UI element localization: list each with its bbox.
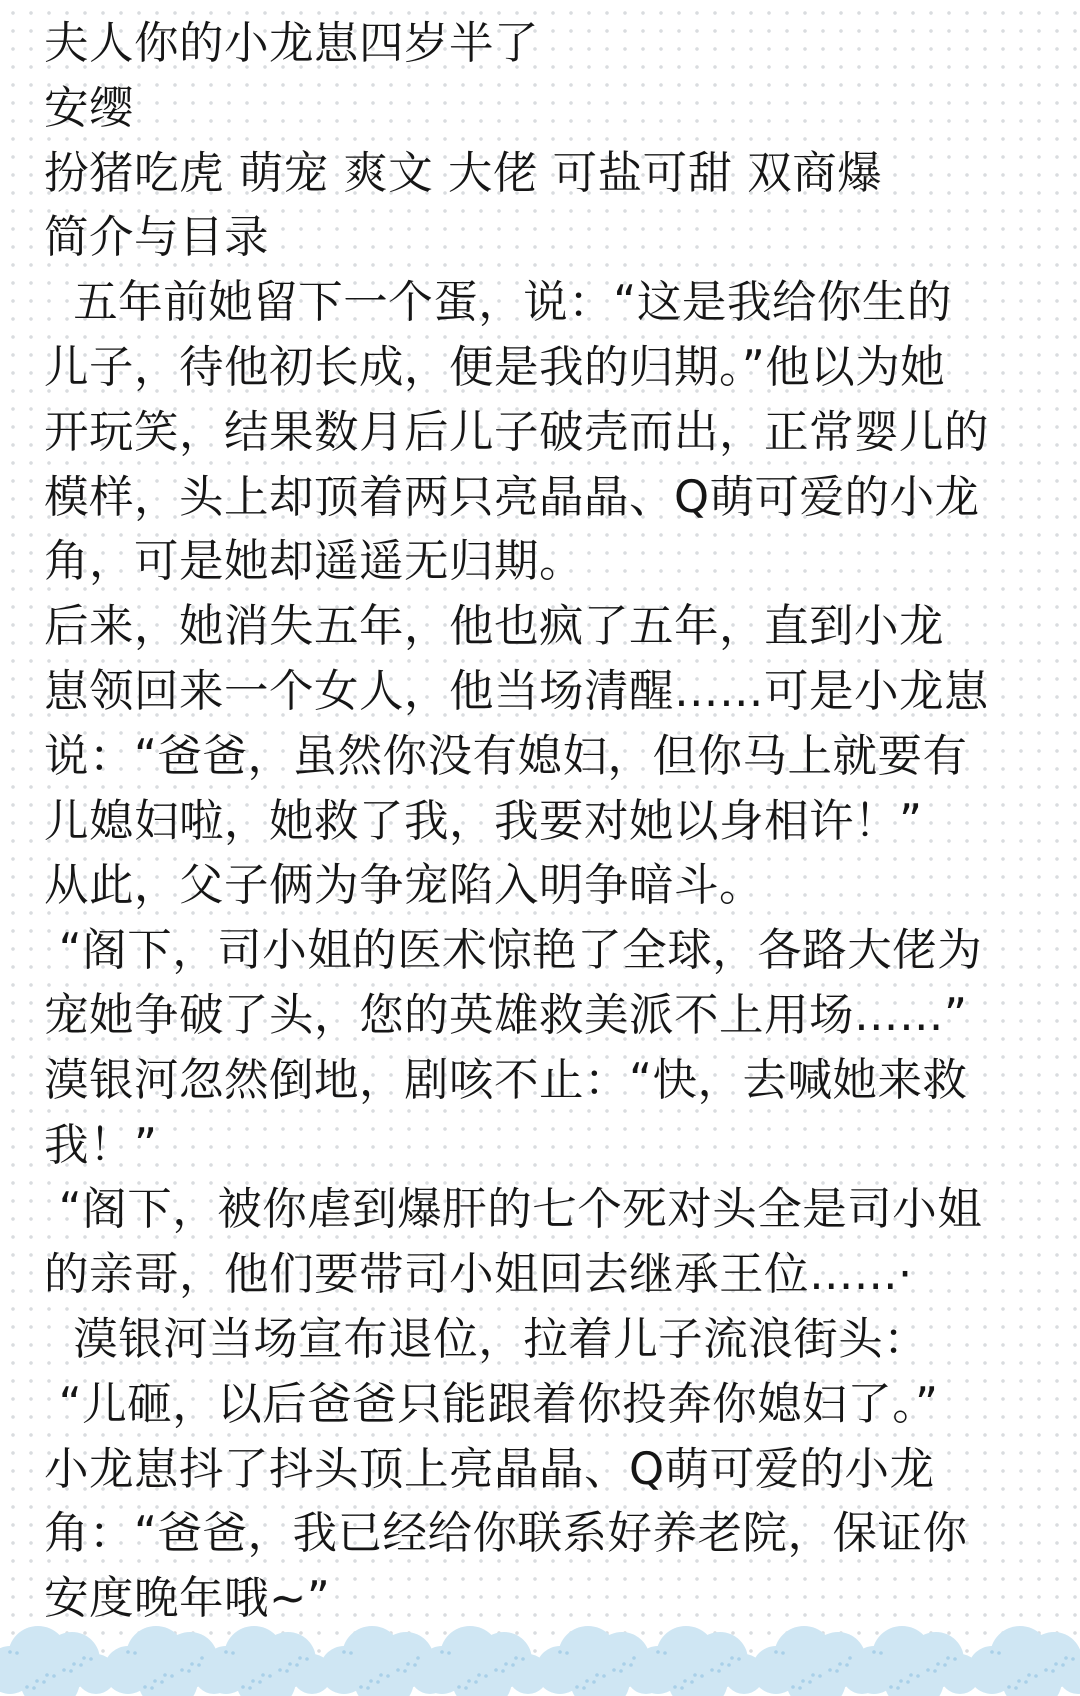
body-line: 角，可是她却遥遥无归期。 <box>44 536 585 588</box>
body-line: 漠银河当场宣布退位，拉着儿子流浪街头： <box>44 1313 929 1365</box>
body-line: 开玩笑，结果数月后儿子破壳而出，正常婴儿的 <box>44 406 990 458</box>
body-line: 崽领回来一个女人，他当场清醒……可是小龙崽 <box>44 665 990 717</box>
cloud-icon <box>634 1626 764 1696</box>
author-name: 安缨 <box>44 82 135 134</box>
body-line: 从此，父子俩为争宠陷入明争暗斗。 <box>44 860 765 912</box>
cloud-icon <box>850 1626 980 1696</box>
body-line: 宠她争破了头，您的英雄救美派不上用场……” <box>44 989 968 1041</box>
body-line: 说：“爸爸，虽然你没有媳妇，但你马上就要有 <box>44 730 968 782</box>
section-heading: 简介与目录 <box>44 212 270 264</box>
tag-line: 扮猪吃虎 萌宠 爽文 大佬 可盐可甜 双商爆 <box>44 147 883 199</box>
cloud-icon <box>418 1626 548 1696</box>
cloud-icon <box>202 1626 332 1696</box>
body-line: 五年前她留下一个蛋，说：“这是我给你生的 <box>44 277 952 329</box>
body-line: “阁下，被你虐到爆肝的七个死对头全是司小姐 <box>44 1184 983 1236</box>
body-line: 儿子，待他初长成，便是我的归期。”他以为她 <box>44 341 946 393</box>
body-line: “儿砸，以后爸爸只能跟着你投奔你媳妇了。” <box>44 1378 939 1430</box>
body-line: 小龙崽抖了抖头顶上亮晶晶、Q萌可爱的小龙 <box>44 1443 935 1495</box>
body-line: 的亲哥，他们要带司小姐回去继承王位…...· <box>44 1249 913 1301</box>
body-line: 儿媳妇啦，她救了我，我要对她以身相许！” <box>44 795 923 847</box>
body-line: 漠银河忽然倒地，剧咳不止：“快，去喊她来救 <box>44 1054 968 1106</box>
cloud-border <box>0 1618 1080 1696</box>
body-line: 我！” <box>44 1119 158 1171</box>
body-line: 后来，她消失五年，他也疯了五年，直到小龙 <box>44 601 945 653</box>
body-line: 安度晚年哦~” <box>44 1573 331 1625</box>
body-line: 角：“爸爸，我已经给你联系好养老院，保证你 <box>44 1508 968 1560</box>
cloud-icon <box>968 1626 1080 1696</box>
note-text <box>44 12 1044 1632</box>
body-line: 模样，头上却顶着两只亮晶晶、Q萌可爱的小龙 <box>44 471 980 523</box>
body-line: “阁下，司小姐的医术惊艳了全球，各路大佬为 <box>44 925 983 977</box>
note-title: 夫人你的小龙崽四岁半了 <box>44 18 540 69</box>
cloud-icon <box>0 1626 116 1696</box>
synopsis-body <box>44 271 1044 1632</box>
